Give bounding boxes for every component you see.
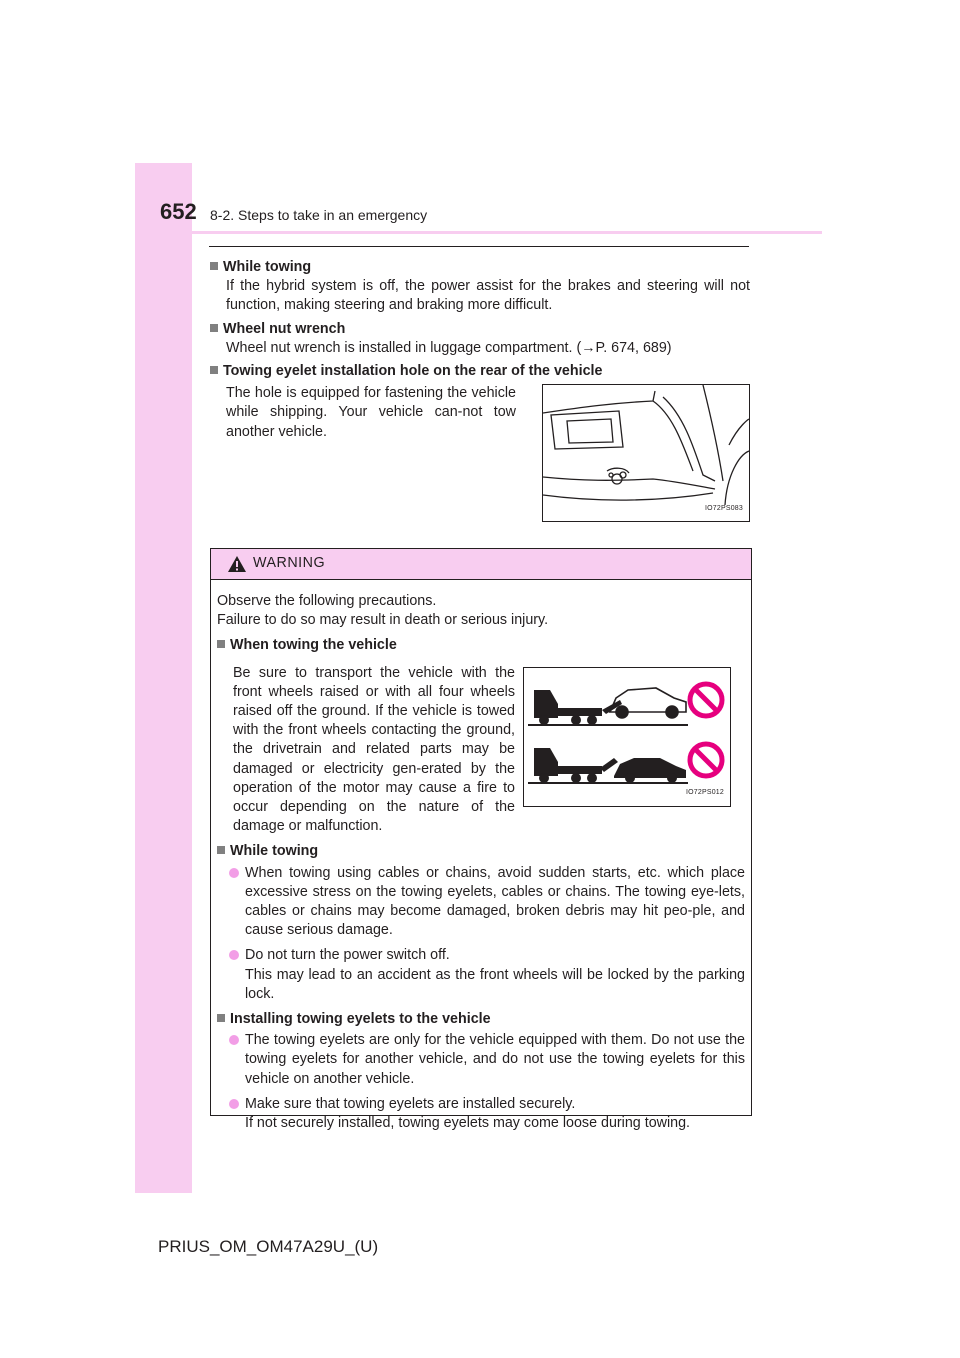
square-bullet-icon <box>210 366 218 374</box>
section-body: If the hybrid system is off, the power assist for the brakes and steering will not function, making steering and braking more difficult. <box>226 278 750 314</box>
warning-intro: Failure to do so may result in death or serious injury. <box>217 612 549 629</box>
section-body: Wheel nut wrench is installed in luggage compartment. (→P. 674, 689) <box>226 339 672 356</box>
round-bullet-icon <box>229 1099 239 1109</box>
warning-subheading: When towing the vehicle <box>217 636 745 655</box>
section-heading: Wheel nut wrench <box>210 320 750 339</box>
warning-header <box>211 549 751 580</box>
warning-bullet: When towing using cables or chains, avoid sudden starts, etc. which place excessive stress on the towing eyelets, cables or chains. The towing eye-lets, cables or chains may become damaged, broken debris may hit peo-ple, and cause serious damage. <box>229 864 745 941</box>
side-tab-strip <box>135 163 192 1193</box>
warning-bullet: Do not turn the power switch off. This may lead to an accident as the front wheels will be locked by the parking lock. <box>229 946 745 1004</box>
content-rule <box>209 246 749 247</box>
round-bullet-icon <box>229 950 239 960</box>
towing-vehicle-block <box>217 664 745 837</box>
image-code: IO72PS012 <box>686 789 724 797</box>
square-bullet-icon <box>217 846 225 854</box>
section-heading: Towing eyelet installation hole on the rear of the vehicle <box>210 362 750 381</box>
eyelet-hole-block <box>210 384 750 522</box>
warning-box <box>210 548 752 1132</box>
warning-triangle-icon <box>227 555 247 573</box>
warning-body <box>211 580 751 1133</box>
warning-subheading: Installing towing eyelets to the vehicle <box>217 1010 745 1029</box>
square-bullet-icon <box>210 324 218 332</box>
page-number: 652 <box>160 199 197 224</box>
square-bullet-icon <box>210 262 218 270</box>
square-bullet-icon <box>217 1014 225 1022</box>
document-code: PRIUS_OM_OM47A29U_(U) <box>158 1237 379 1256</box>
warning-paragraph: Be sure to transport the vehicle with the front wheels raised or with all four wheels raised off the ground. If the vehicle is towed with the front wheels contacting the ground, the drivetrain and related parts may be damaged or electricity gen-erated by the operation of the motor may cause a fire to occur depending on the nature of the damage or malfunction. <box>233 664 515 835</box>
section-heading: While towing <box>210 258 750 277</box>
round-bullet-icon <box>229 868 239 878</box>
warning-bullet: Make sure that towing eyelets are installed securely. If not securely installed, towing eyelets may come loose during towing. <box>229 1095 745 1133</box>
warning-intro: Observe the following precautions. <box>217 593 437 609</box>
tow-truck-illustration <box>523 667 731 807</box>
square-bullet-icon <box>217 640 225 648</box>
header-rule <box>192 231 822 234</box>
section-body: The hole is equipped for fastening the vehicle while shipping. Your vehicle can-not tow another vehicle. <box>226 385 516 440</box>
warning-subheading: While towing <box>217 842 745 861</box>
round-bullet-icon <box>229 1035 239 1045</box>
section-title: 8-2. Steps to take in an emergency <box>210 207 428 223</box>
warning-bullet: The towing eyelets are only for the vehicle equipped with them. Do not use the towing eyelets for another vehicle, and do not use the towing eyelets for this vehicle on another vehicle. <box>229 1031 745 1089</box>
image-code: IO72PS083 <box>705 505 743 513</box>
warning-title: WARNING <box>253 555 326 571</box>
main-content <box>210 255 750 522</box>
rear-bumper-illustration <box>542 384 750 522</box>
